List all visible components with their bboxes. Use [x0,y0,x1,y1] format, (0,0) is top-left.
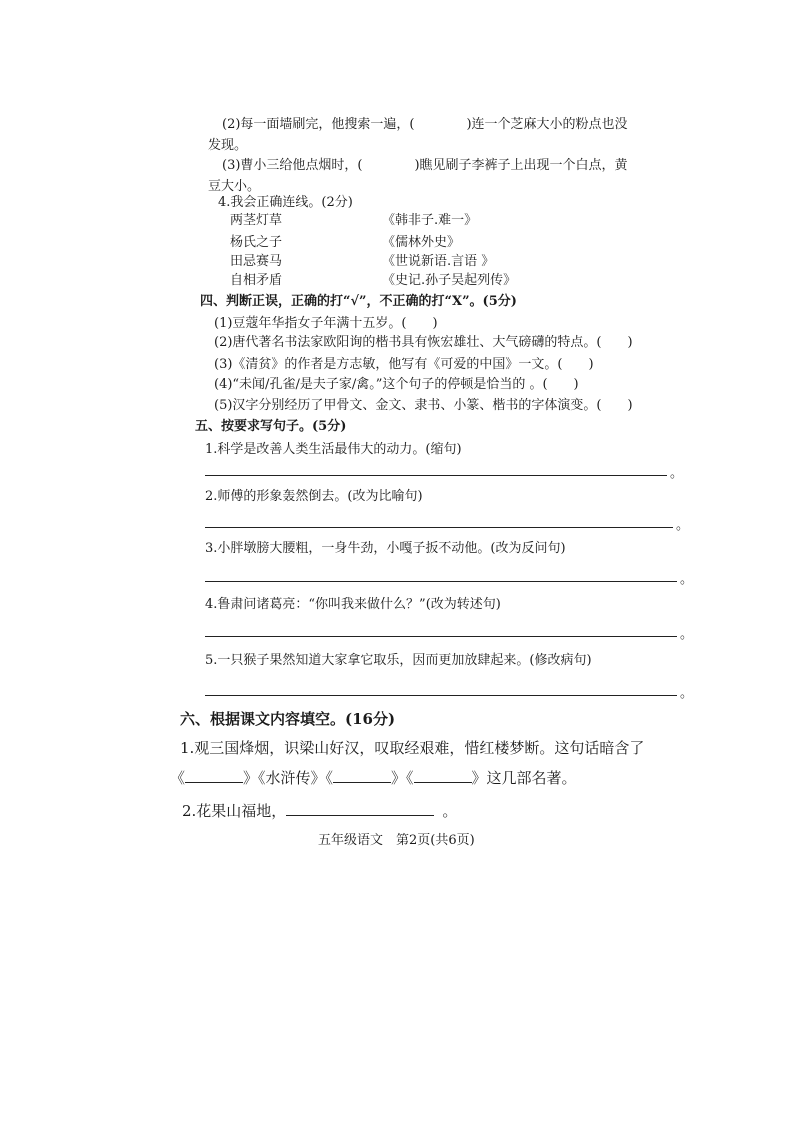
section6-title: 六、根据课文内容填空。(16分) [180,710,396,728]
fill-q1-mid1: 》《水浒传》《 [243,769,334,787]
answer-end-5: 。 [680,686,694,701]
judge-item-5[interactable]: (5)汉字分别经历了甲骨文、金文、隶书、小篆、楷书的字体演变。( ) [214,398,633,413]
fill-q1-open: 《 [170,769,186,787]
fill-q2-text: 2.花果山福地， [182,802,287,820]
answer-line-1[interactable] [205,475,667,476]
q3-3-line1: (3)曹小三给他点烟时，( )瞧见刷子李裤子上出现一个白点，黄 [222,158,628,173]
match-right-3[interactable]: 《世说新语.言语 》 [382,254,495,269]
fill-blank-2[interactable] [333,782,391,783]
rewrite-q5: 5.一只猴子果然知道大家拿它取乐，因而更加放肆起来。(修改病句) [205,653,592,668]
fill-q1-mid2: 》《 [391,769,414,787]
match-right-2[interactable]: 《儒林外史》 [382,235,461,250]
q3-4-title: 4.我会正确连线。(2分) [218,195,353,210]
q3-2-line1: (2)每一面墙刷完，他搜索一遍，( )连一个芝麻大小的粉点也没 [222,117,628,132]
fill-q1-line1: 1.观三国烽烟，识梁山好汉，叹取经艰难，惜红楼梦断。这句话暗含了 [180,739,645,757]
answer-line-3[interactable] [205,581,677,582]
rewrite-q2: 2.师傅的形象轰然倒去。(改为比喻句) [205,489,423,504]
fill-q1-end: 》这几部名著。 [471,769,577,787]
answer-end-4: 。 [680,627,694,642]
page-footer: 五年级语文 第2页(共6页) [318,833,475,848]
fill-blank-3[interactable] [414,782,472,783]
match-left-2[interactable]: 杨氏之子 [230,235,283,250]
fill-q2 [182,804,457,819]
match-left-3[interactable]: 田忌赛马 [230,254,283,269]
fill-blank-4[interactable] [286,815,434,816]
answer-end-3: 。 [680,572,694,587]
judge-item-1[interactable]: (1)豆蔻年华指女子年满十五岁。( ) [214,316,438,331]
judge-item-2[interactable]: (2)唐代著名书法家欧阳询的楷书具有恢宏雄壮、大气磅礴的特点。( ) [214,335,633,350]
answer-end-1: 。 [670,466,684,481]
q3-2-line2: 发现。 [208,138,248,153]
fill-q2-end: 。 [442,802,458,820]
fill-q1-line2 [170,771,577,786]
rewrite-q1: 1.科学是改善人类生活最伟大的动力。(缩句) [205,442,462,457]
rewrite-q3: 3.小胖墩膀大腰粗，一身牛劲，小嘎子扳不动他。(改为反问句) [205,541,566,556]
match-left-1[interactable]: 两茎灯草 [230,213,283,228]
fill-blank-1[interactable] [185,782,243,783]
rewrite-q4: 4.鲁肃问诸葛亮：“你叫我来做什么？”(改为转述句) [205,597,501,612]
match-right-1[interactable]: 《韩非子.难一》 [382,213,478,228]
judge-item-3[interactable]: (3)《清贫》的作者是方志敏，他写有《可爱的中国》一文。( ) [214,357,594,372]
section4-title: 四、判断正误，正确的打“√”，不正确的打“X”。(5分) [200,294,517,309]
q3-3-line2: 豆大小。 [208,179,261,194]
answer-end-2: 。 [676,518,690,533]
answer-line-2[interactable] [205,527,673,528]
match-left-4[interactable]: 自相矛盾 [230,273,283,288]
section5-title: 五、按要求写句子。(5分) [195,419,347,434]
judge-item-4[interactable]: (4)“未闻/孔雀/是夫子家/禽。”这个句子的停顿是恰当的 。( ) [214,377,579,392]
match-right-4[interactable]: 《史记.孙子吴起列传》 [382,273,517,288]
answer-line-5[interactable] [205,695,677,696]
answer-line-4[interactable] [205,636,677,637]
